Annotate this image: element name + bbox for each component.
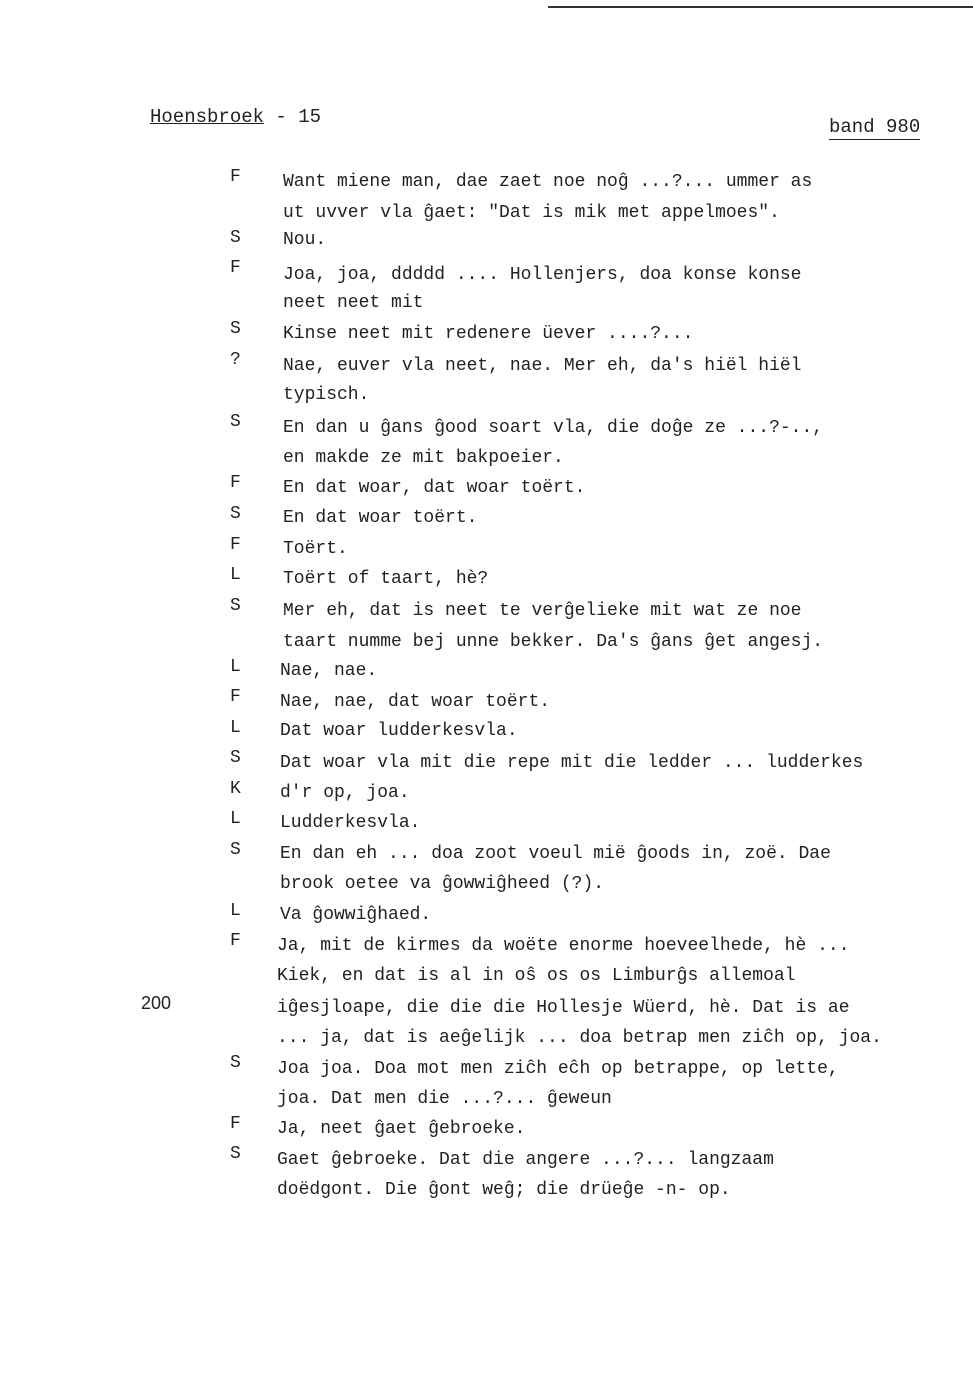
transcript-line: Ja, neet ĝaet ĝebroeke. [277,1119,526,1139]
transcript-line: En dan u ĝans ĝood soart vla, die doĝe ze ...?-.., [283,418,824,438]
transcript-line: Want miene man, dae zaet noe noĝ ...?... ummer as [283,172,813,192]
speaker-label: S [230,228,241,248]
transcript-line: Kinse neet mit redenere üever ....?... [283,324,694,344]
transcript-line: Nae, euver vla neet, nae. Mer eh, da's hiël hiël [283,356,802,376]
page-header-left [150,106,321,128]
speaker-label: F [230,258,241,278]
transcript-line: doëdgont. Die ĝont weĝ; die drüeĝe -n- op. [277,1180,731,1200]
speaker-label: L [230,657,241,677]
transcript-line: brook oetee va ĝowwiĝheed (?). [280,874,605,894]
transcript-line: Nou. [283,230,327,250]
speaker-label: F [230,687,241,707]
speaker-label: F [230,535,241,555]
place-name: Hoensbroek [150,106,265,128]
transcript-line: Ja, mit de kirmes da woëte enorme hoeveelhede, hè ... [277,936,850,956]
transcript-line: Nae, nae, dat woar toërt. [280,692,551,712]
transcript-line: taart numme bej unne bekker. Da's ĝans ĝet angesj. [283,632,824,652]
transcript-line: Toërt. [283,539,348,559]
transcript-line: Nae, nae. [280,661,378,681]
transcript-line: Kiek, en dat is al in oŝ os os Limburĝs allemoal [277,966,796,986]
speaker-label: L [230,809,241,829]
transcript-line: Joa joa. Doa mot men ziĉh eĉh op betrappe, op lette, [277,1059,839,1079]
page-number: - 15 [264,106,322,128]
band-label: band 980 [829,116,921,138]
transcript-line: Gaet ĝebroeke. Dat die angere ...?... langzaam [277,1150,774,1170]
speaker-label: F [230,1114,241,1134]
top-rule [548,6,973,8]
transcript-line: ut uvver vla ĝaet: "Dat is mik met appelmoes". [283,203,780,223]
speaker-label: K [230,779,241,799]
transcript-line: Va ĝowwiĝhaed. [280,905,432,925]
speaker-label: F [230,473,241,493]
margin-line-number: 200 [141,993,172,1013]
speaker-label: S [230,319,241,339]
transcript-line: neet neet mit [283,293,424,313]
speaker-label: F [230,931,241,951]
transcript-line: joa. Dat men die ...?... ĝeweun [277,1089,612,1109]
speaker-label: S [230,1053,241,1073]
transcript-line: Dat woar vla mit die repe mit die ledder ... ludderkes [280,753,864,773]
transcript-line: iĝesjloape, die die die Hollesje Wüerd, hè. Dat is ae [277,998,850,1018]
speaker-label: S [230,596,241,616]
transcript-line: Toërt of taart, hè? [283,569,489,589]
speaker-label: S [230,840,241,860]
speaker-label: S [230,1144,241,1164]
speaker-label: L [230,718,241,738]
speaker-label: S [230,412,241,432]
speaker-label: S [230,748,241,768]
transcript-line: Joa, joa, ddddd .... Hollenjers, doa konse konse [283,265,802,285]
speaker-label: ? [230,350,241,370]
speaker-label: L [230,901,241,921]
speaker-label: L [230,565,241,585]
transcript-line: d'r op, joa. [280,783,410,803]
speaker-label: S [230,504,241,524]
transcript-line: Dat woar ludderkesvla. [280,721,518,741]
transcript-line: typisch. [283,385,370,405]
speaker-label: F [230,167,241,187]
transcript-line: Ludderkesvla. [280,813,421,833]
transcript-line: En dan eh ... doa zoot voeul mië ĝoods in, zoë. Dae [280,844,831,864]
transcript-line: en makde ze mit bakpoeier. [283,448,564,468]
transcript-line: Mer eh, dat is neet te verĝelieke mit wat ze noe [283,601,802,621]
transcript-line: En dat woar, dat woar toërt. [283,478,586,498]
transcript-line: En dat woar toërt. [283,508,478,528]
transcript-line: ... ja, dat is aeĝelijk ... doa betrap men ziĉh op, joa. [277,1028,882,1048]
